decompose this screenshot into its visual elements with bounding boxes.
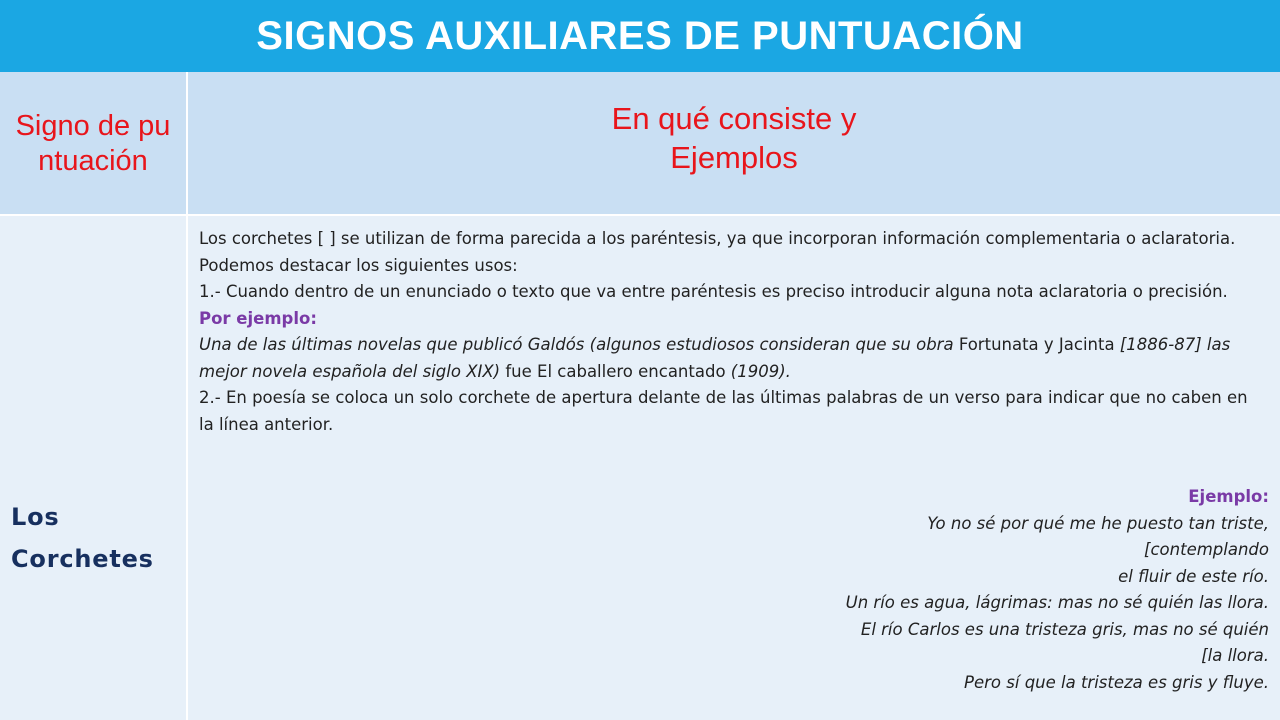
poem-line: El río Carlos es una tristeza gris, mas no sé quién bbox=[860, 619, 1269, 639]
column-divider bbox=[186, 72, 188, 720]
poem-example bbox=[569, 484, 1269, 696]
poem-line: Pero sí que la tristeza es gris y fluye. bbox=[964, 672, 1269, 692]
poem-line: Yo no sé por qué me he puesto tan triste, bbox=[927, 513, 1269, 533]
example-1-part2: [1886-87] las mejor novela española del siglo XIX) bbox=[199, 335, 1231, 381]
example-2-label: Ejemplo: bbox=[1188, 487, 1269, 506]
poem-line: [la llora. bbox=[1201, 646, 1269, 665]
header-cell-description bbox=[188, 72, 1280, 215]
example-1-work1: Fortunata y Jacinta bbox=[958, 335, 1115, 354]
example-1-part3: (1909). bbox=[725, 361, 791, 381]
sign-name-cell: Los Corchetes bbox=[11, 503, 154, 573]
intro-text: Los corchetes [ ] se utilizan de forma parecida a los paréntesis, ya que incorporan información complementaria o aclaratoria. Podemos destacar los siguientes usos: bbox=[199, 229, 1236, 275]
poem-line: [contemplando bbox=[1144, 540, 1269, 559]
header-sign-label: Signo de puntuación bbox=[15, 109, 171, 177]
example-1-label: Por ejemplo: bbox=[199, 308, 317, 328]
row-divider bbox=[0, 214, 1280, 216]
table-header-row bbox=[0, 72, 1280, 215]
example-1-work2: El caballero encantado bbox=[537, 361, 726, 381]
example-1-text bbox=[199, 332, 1265, 385]
poem-line: Un río es agua, lágrimas: mas no sé quién las llora. bbox=[845, 593, 1269, 612]
use-1-text: 1.- Cuando dentro de un enunciado o texto que va entre paréntesis es preciso introducir alguna nota aclaratoria o precisión. bbox=[199, 282, 1228, 301]
use-2-text: 2.- En poesía se coloca un solo corchete de apertura delante de las últimas palabras de un verso para indicar que no caben en la línea anterior. bbox=[199, 388, 1248, 434]
example-1-fue: fue bbox=[505, 361, 532, 381]
slide-title: SIGNOS AUXILIARES DE PUNTUACIÓN bbox=[0, 0, 1280, 72]
header-cell-sign bbox=[0, 72, 186, 215]
header-description-label: En qué consiste y Ejemplos bbox=[611, 100, 857, 175]
description-cell bbox=[199, 226, 1265, 438]
poem-line: el fluir de este río. bbox=[1118, 566, 1269, 586]
example-1-part1: Una de las últimas novelas que publicó Galdós (algunos estudiosos consideran que su obra bbox=[199, 335, 959, 354]
